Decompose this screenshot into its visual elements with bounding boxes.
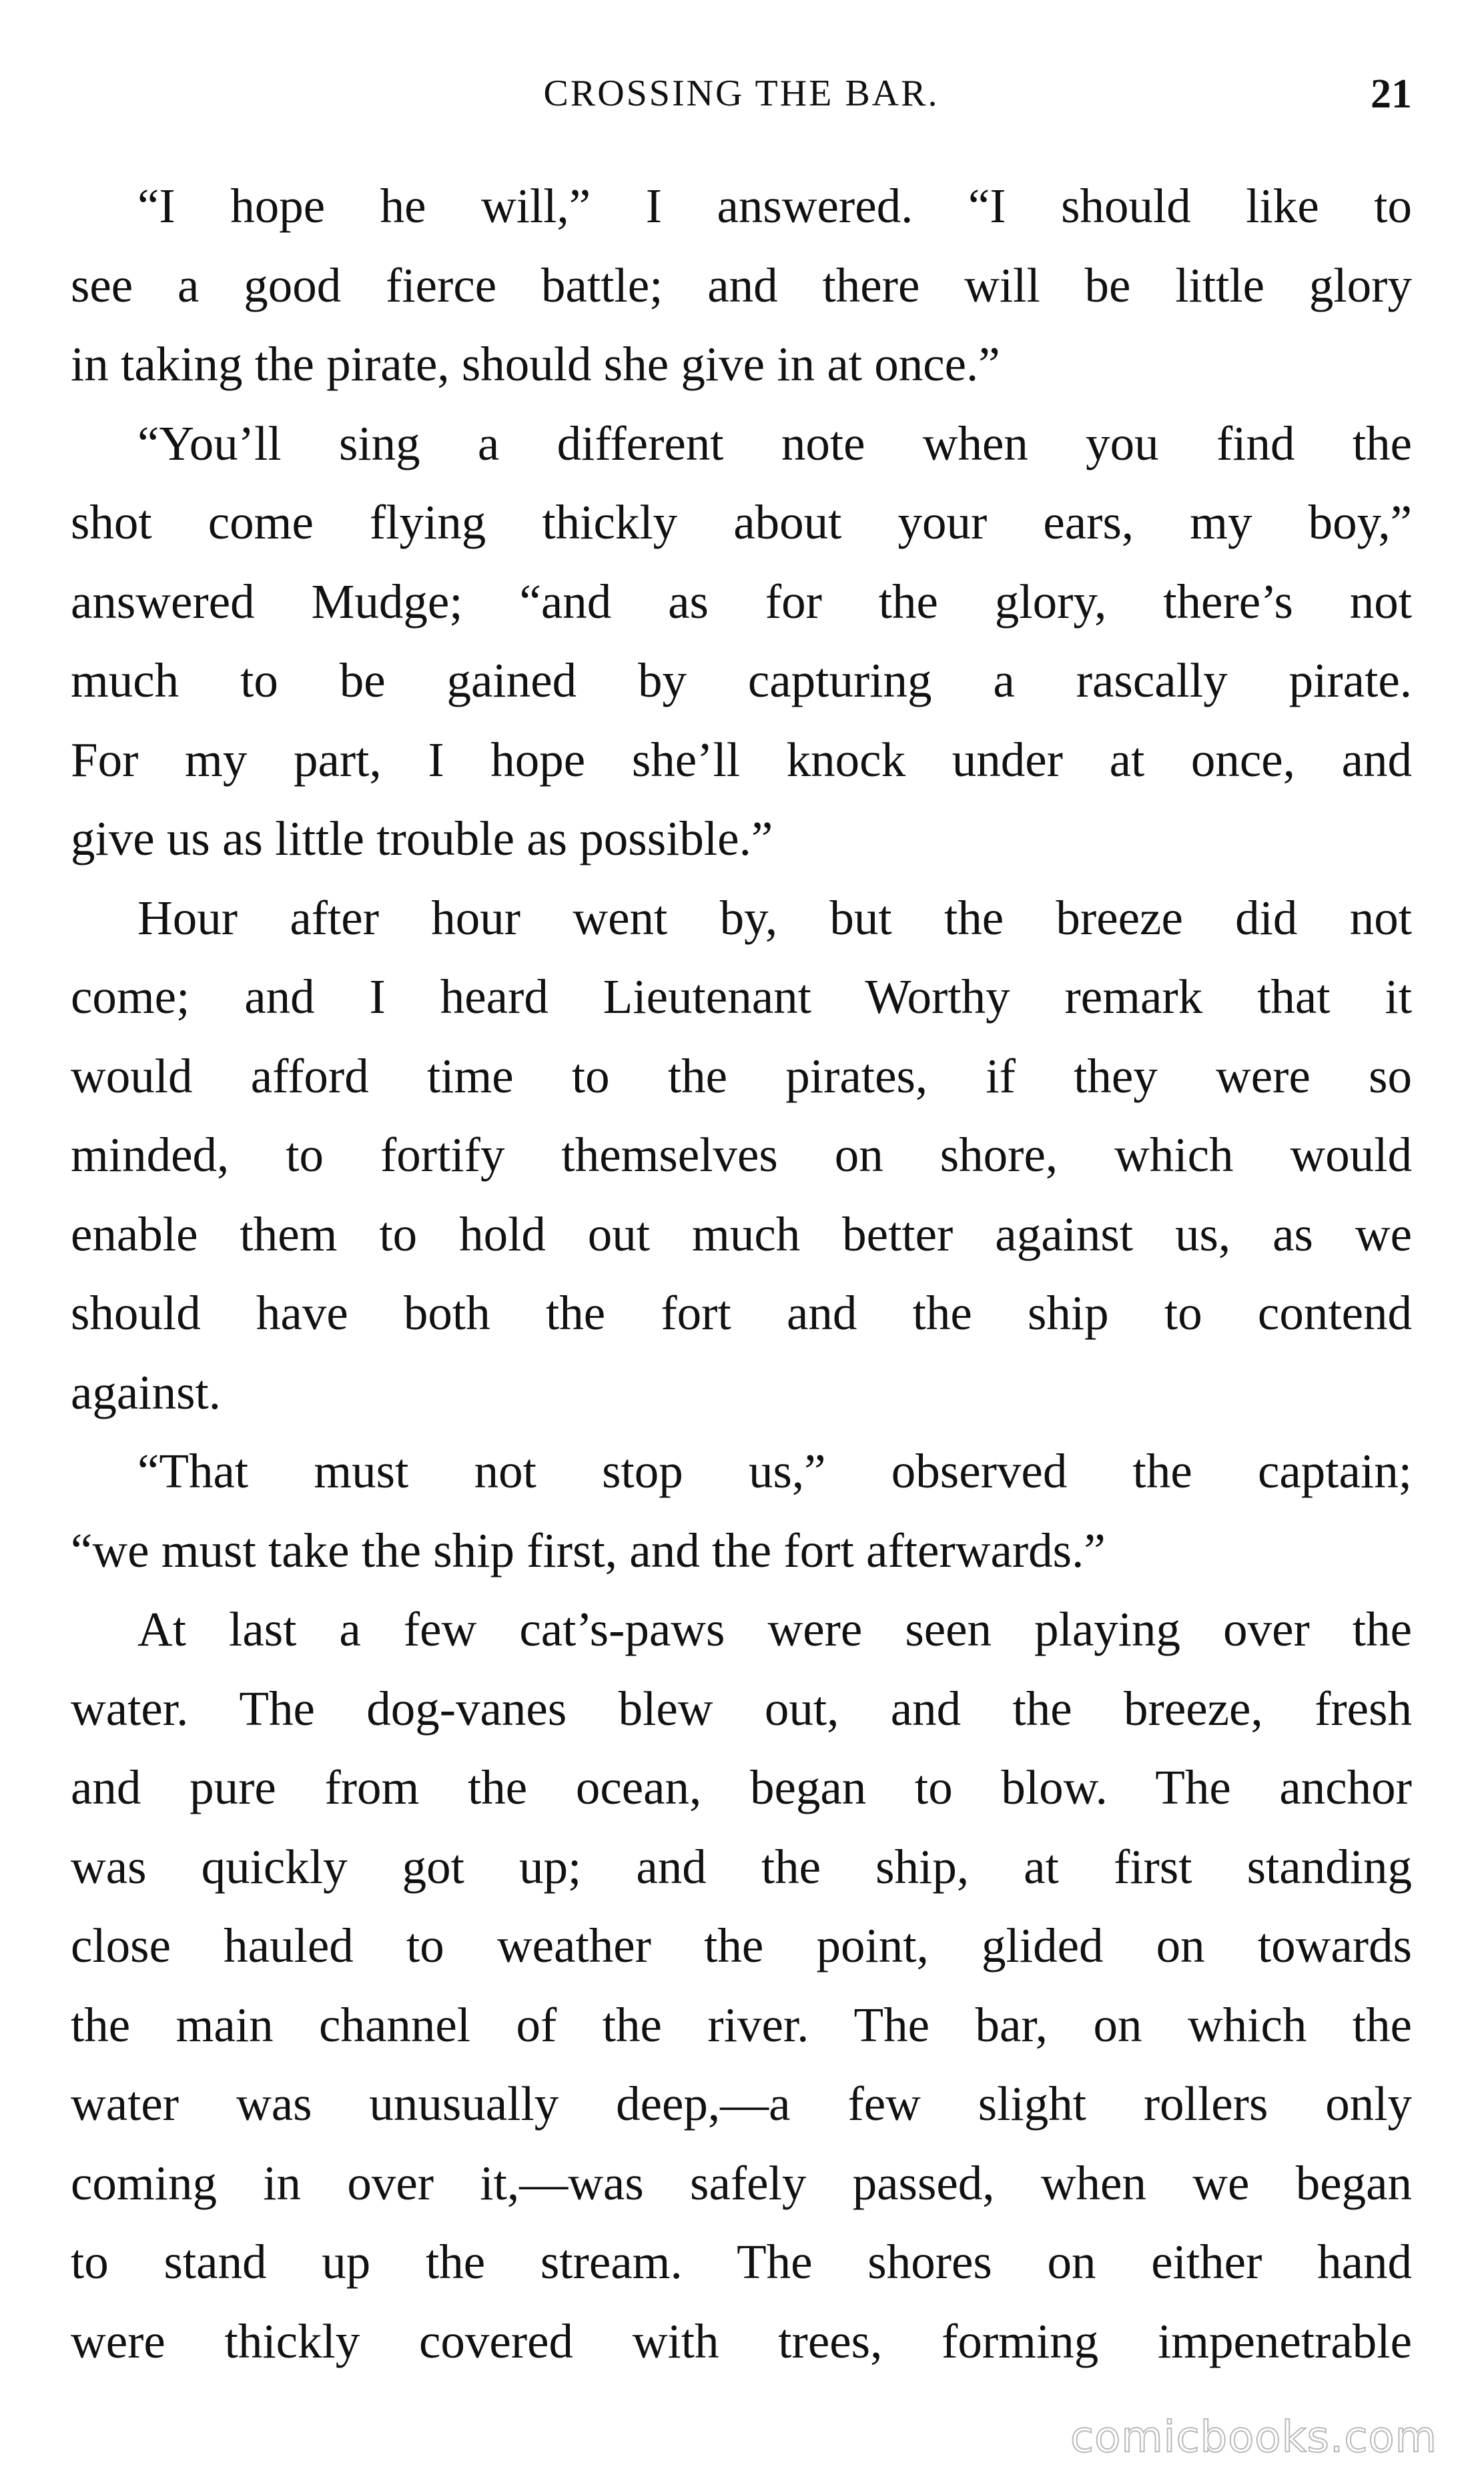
text-line: “we must take the ship first, and the fort afterwards.” [71,1523,1106,1577]
running-head [71,72,1412,125]
text-line: in taking the pirate, should she give in at once.” [71,337,1000,391]
text-line: “I hope he will,” I answered. “I should like to [137,179,1412,233]
body-text [71,167,1412,2381]
text-line: “You’ll sing a different note when you find the [137,416,1412,470]
text-line: water was unusually deep,—a few slight rollers only [71,2077,1412,2131]
text-line: At last a few cat’s-paws were seen playing over the [137,1602,1412,1656]
text-line: to stand up the stream. The shores on either hand [71,2235,1412,2289]
text-line: much to be gained by capturing a rascally pirate. [71,653,1412,707]
text-line: come; and I heard Lieutenant Worthy remark that it [71,970,1412,1024]
text-line: give us as little trouble as possible.” [71,811,773,865]
text-line: For my part, I hope she’ll knock under at once, and [71,732,1412,787]
chapter-title: CROSSING THE BAR. [543,73,940,114]
text-line: the main channel of the river. The bar, on which the [71,1997,1412,2052]
text-line: “That must not stop us,” observed the captain; [137,1444,1412,1498]
text-line: should have both the fort and the ship to contend [71,1286,1412,1340]
text-line: were thickly covered with trees, forming impenetrable [71,2314,1412,2368]
text-line: was quickly got up; and the ship, at first standing [71,1839,1412,1894]
text-line: and pure from the ocean, began to blow. The anchor [71,1760,1412,1814]
text-line: water. The dog-vanes blew out, and the breeze, fresh [71,1681,1412,1736]
text-line: coming in over it,—was safely passed, when we began [71,2155,1412,2210]
text-line: enable them to hold out much better against us, as we [71,1206,1412,1261]
text-line: Hour after hour went by, but the breeze did not [137,890,1412,945]
text-line: close hauled to weather the point, glided on towards [71,1918,1412,1973]
text-line: see a good fierce battle; and there will be little glory [71,258,1412,312]
text-line: would afford time to the pirates, if they were so [71,1048,1412,1103]
text-line: shot come flying thickly about your ears, my boy,” [71,495,1412,549]
watermark: comicbooks.com [1070,2413,1437,2462]
text-line: minded, to fortify themselves on shore, which would [71,1128,1412,1182]
text-line: against. [71,1365,222,1419]
text-line: answered Mudge; “and as for the glory, there’s not [71,574,1412,629]
page-number: 21 [1371,71,1412,117]
